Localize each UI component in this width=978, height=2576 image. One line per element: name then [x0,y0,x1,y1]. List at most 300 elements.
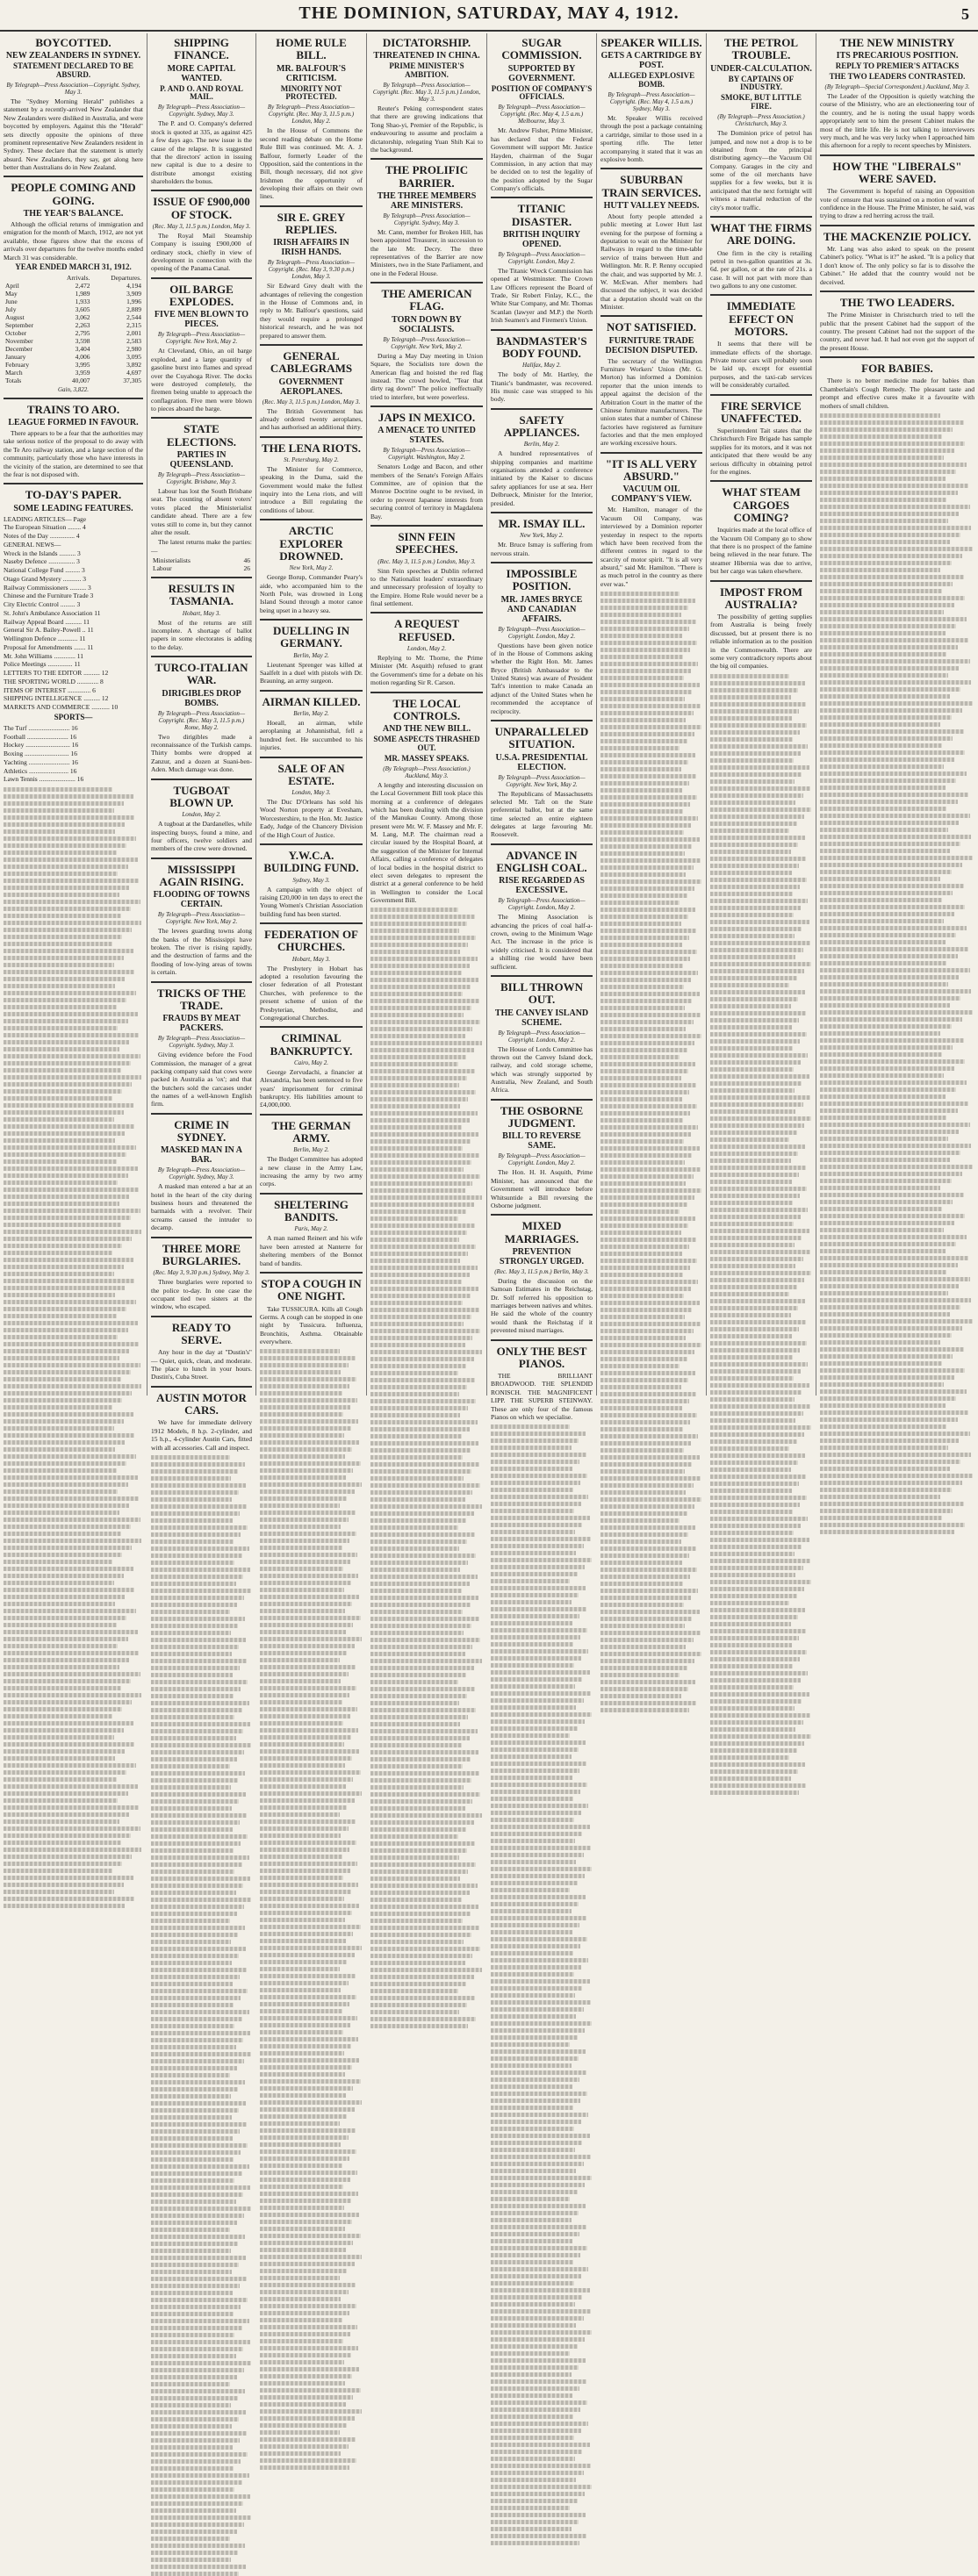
article-headline: OIL BARGE EXPLODES. [169,282,234,309]
article-subhead: MR. JAMES BRYCE AND CANADIAN AFFAIRS. [500,594,583,624]
article [370,405,483,520]
article-body: The "Sydney Morning Herald" publishes a statement by a recently-arrived New Zealander that New Zealanders were disliked in Australia, and were boycotted by employers. Against this the "Herald" sets directly opposite the opinions of three prominent representative New Zealanders resident in Sydney. These declare that the statement is utterly absurd. New Zealanders, they say, get along here better than Australians do in New Zealand. [4,97,143,172]
table-row [4,369,143,377]
table-cell: 3,959 [75,368,90,377]
dateline: (Rec. May 3, 11.5 p.m.) London, May 3. [378,557,476,565]
article-headline: TITANIC DISASTER. [511,202,572,228]
article [151,577,252,651]
article-subhead: MORE CAPITAL WANTED. [167,63,236,83]
article [710,294,812,389]
article-divider [151,857,252,859]
article-body: George Zervudachi, a financier at Alexandria, has been sentenced to five years' imprisonment for criminal bankruptcy. His liabilities amount to £4,000,000. [260,1067,363,1109]
article-body: Sir Edward Grey dealt with the advantages of relieving the congestion in the House of Commons and, in reply to Mr. Balfour's questions, said they would require a prolonged historical research, and he was not prepared to answer them. [260,282,363,340]
dateline: By Telegraph—Press Association—Copyright. Sydney, May 3. [157,1166,246,1181]
dateline: By Telegraph—Press Association—Copyright. (Rec. May 3, 9.30 p.m.) London, May 3. [267,259,356,281]
article-body: The Presbytery in Hobart has adopted a resolution favouring the closer federation of all Protestant Churches, with preference to the present scheme of union of the Presbyterian, Methodist, and Congregational Churches. [260,964,363,1022]
article-headline: THE OSBORNE JUDGMENT. [500,1103,584,1130]
article-body: The Prime Minister in Christchurch tried to tell the public that the present Cabinet had the support of the country. The present Cabinet had not the support of the country, and never had. It had not even got the support of the present House. [820,311,974,352]
article-divider [600,315,702,317]
article-headline: DICTATORSHIP. [382,36,471,49]
dateline: (By Telegraph—Press Association.) Auckland, May 3. [383,764,471,779]
article-body: Mr. Lang was also asked to speak on the present Cabinet's policy. "What is it?" he asked. "It is a policy that I don't know of. The only policy so far is to dissolve the Cabinet." He added that the country would not be deceived. [820,245,974,286]
table-row [4,353,143,361]
article [260,619,363,685]
article-body: There is no better medicine made for babies than Chamberlain's Cough Remedy. The pleasant taste and prompt and effective cures make it a favourite with mothers of small children. [820,377,974,410]
article [491,843,593,971]
article-subhead: LEAGUE FORMED IN FAVOUR. [8,418,139,428]
article [151,981,252,1109]
article-headline: MISSISSIPPI AGAIN RISING. [159,862,244,888]
table-row [4,329,143,337]
article-headline: MR. ISMAY ILL. [498,516,586,530]
article-headline: STOP A COUGH IN ONE NIGHT. [261,1276,362,1303]
table-header-cell [4,274,51,282]
dateline: Berlin, May 2. [293,651,329,659]
dateline: By Telegraph—Press Association—Copyright. London, May 2. [498,625,586,640]
article-subhead: BRITISH INQUIRY OPENED. [502,229,581,249]
article [370,282,483,401]
article-headline: BOYCOTTED. [35,36,111,49]
article [151,1237,252,1311]
article-divider [710,480,812,482]
article [710,37,812,212]
list-item: Mr. John Williams ............. 11 [4,651,83,660]
article-subhead: DIRIGIBLES DROP BOMBS. [162,688,241,708]
article [151,656,252,773]
article-subhead: THE TWO LEADERS CONTRASTED. [829,72,966,82]
list-item: Wreck in the Islands .......... 3 [4,549,81,557]
article-body: The Minister for Commerce, speaking in the Duma, said the Government would make the fullest inquiry into the Lena riots, and will introduce a Bill regulating the conditions of labour. [260,464,363,514]
article-headline: THE LOCAL CONTROLS. [392,696,461,722]
article-body: The Hon. H. H. Asquith, Prime Minister, has announced that the Government will introduce before Whitsuntide a Bill reversing the Osborne judgment. [491,1168,593,1209]
article [151,190,252,272]
article-headline: THE PETROL TROUBLE. [723,36,799,62]
dateline: (Rec. May 3, 11.5 p.m.) Berlin, May 3. [494,1267,589,1275]
article-headline: WHAT THE FIRMS ARE DOING. [710,220,812,248]
article [4,483,143,784]
article-headline: THE AMERICAN FLAG. [381,287,472,313]
article-divider [491,512,593,513]
list-item: MARKETS AND COMMERCE ........... 10 [4,703,119,712]
table-cell: August [5,312,25,321]
article [260,519,363,614]
article-divider [491,1214,593,1216]
table-cell: March [5,368,23,377]
article-headline: CRIME IN SYDNEY. [174,1117,229,1144]
article-body: It seems that there will be immediate effects of the shortage. Private motor cars will probably soon be laid up, except for essential purposes, and the taxi-cab services will be considerably curtailed. [710,340,812,390]
article-headline: DUELLING IN GERMANY. [272,624,350,650]
dateline: By Telegraph—Press Association—Copyright. New York, May 2. [383,335,471,350]
print-texture [820,413,974,1534]
article-divider [151,1237,252,1238]
list-item: LEADING ARTICLES— Page [4,514,87,523]
article-subhead: VACUUM OIL COMPANY'S VIEW. [611,484,692,505]
article-body: A lengthy and interesting discussion on the Local Government Bill took place this morning at a conference of delegates which has been dealing with the division of the Manukau County. Among those present were Mr. W. F. Massey and Mr. F. M. Lang, M.P. The chairman read a circular issued by the Hospital Board, at the suggestion of the Minister for Internal Affairs, calling a conference of delegates of local bodies in the hospital district to elect seven delegates to represent the district at a general conference to be held in Wellington to consider the Local Government Bill. [370,780,483,905]
dateline: By Telegraph—Press Association—Copyright. (Rec. May 4, 1.5 a.m.) Melbourne, May 3. [498,104,586,126]
article-body: The Dominion price of petrol has jumped, and now not a drop is to be obtained from the principal distributing agency—the Vacuum Oil Company. Garages in the city and some of the oil merchants have supplies for a few weeks, but it is anticipated that the next fortnight will witness a material reduction of the city's motor traffic. [710,129,812,212]
article [710,216,812,290]
list-item: Railway Appeal Board .......... 11 [4,617,90,626]
article-body: Sinn Fein speeches at Dublin referred to the Nationalist leaders' extraordinary and unnecessary profession of loyalty to the Empire. Home Rule would never be a final settlement. [370,566,483,608]
article [4,176,143,392]
article-headline: ISSUE OF £900,000 OF STOCK. [153,195,250,221]
article-headline: HOW THE "LIBERALS" WERE SAVED. [832,159,962,185]
article-divider [4,176,143,177]
article-headline: STATE ELECTIONS. [166,422,237,448]
article-subhead: FRAUDS BY MEAT PACKERS. [162,1014,241,1034]
list-item: LETTERS TO THE EDITOR .......... 12 [4,669,109,678]
article [260,1193,363,1267]
article-divider [820,154,974,156]
article-body: Lieutenant Sprenger was killed at Saalfelt in a duel with pistols with Dr. Brauning, an army surgeon. [260,660,363,685]
article-headline: BANDMASTER'S BODY FOUND. [496,334,587,360]
article [491,37,593,192]
article-subhead: BILL TO REVERSE SAME. [502,1131,581,1152]
article-divider [370,525,483,527]
table-cell: 1,933 [75,297,90,305]
article-headline: UNPARALLELED SITUATION. [494,724,589,751]
article-headline: RESULTS IN TASMANIA. [168,582,235,608]
article-divider [151,417,252,419]
article-body: A masked man entered a bar at an hotel in the heart of the city during business hours and threatened the barmaids with a revolver. Their screams caused the intruder to decamp. [151,1182,252,1232]
article [491,1339,593,1422]
dateline: By Telegraph—Press Association—Copyright. New York, May 2. [157,331,246,346]
dateline: By Telegraph—Press Association—Copyright. Brisbane, May 3. [157,471,246,486]
article-divider [260,922,363,924]
table-row [4,361,143,369]
article-body: A tugboat at the Dardanelles, while inspecting buoys, found a mine, and four officers, twelve soldiers and members of the crew were drowned. [151,820,252,853]
article [820,154,974,220]
list-item: Yachting ......................... 16 [4,757,78,766]
article-headline: AIRMAN KILLED. [262,694,361,708]
column-5 [487,33,597,1421]
article-divider [491,1099,593,1101]
article-body: Questions have been given notice of in the House of Commons asking whether the Right Hon. Mr. James Bryce (British Ambassador to the United States) was aware of President Taft's intention to make Canada an adjunct of the United States when he recommended the acceptance of reciprocity. [491,641,593,715]
article-subhead: THE CANVEY ISLAND SCHEME. [494,1008,589,1028]
article-body: Take TUSSICURA. Kills all Cough Germs. A cough can be stopped in one night by Tussicura. Influenza, Bronchitis, Asthma. Obtainable everywhere. [260,1304,363,1346]
article-headline: FEDERATION OF CHURCHES. [263,928,358,954]
article-subhead: RISE REGARDED AS EXCESSIVE. [499,876,585,896]
article-body: A hundred representatives of shipping companies and maritime organisations attended a conference initiated by the Kaiser to discuss safety appliances for use at sea. Herr Delbrueck, Minister for the Interior, presided. [491,449,593,507]
dateline: London, May 3. [291,789,331,797]
article-divider [370,282,483,283]
article [710,394,812,477]
table-cell: 1,996 [126,297,141,305]
article [4,398,143,479]
article [820,225,974,286]
table-row [151,556,252,564]
article-subhead: AND THE NEW BILL. [382,724,471,735]
article-body: The British Government has already ordered twenty aeroplanes, and has authorised an additional thirty. [260,406,363,432]
article-divider [260,1114,363,1116]
article [491,562,593,715]
list-item: General Sir A. Bailey-Powell .. 11 [4,626,94,635]
table-cell: 3,892 [126,360,141,369]
article-body: During the discussion on the Samoan Estimates in the Reichstag, Dr. Solf referred his opposition to marriages between natives and whites. He said the whole of the country would thank the Reichstag if it prevented mixed marriages. [491,1276,593,1335]
article-body: The Budget Committee has adopted a new clause in the Army Law, increasing the army by two army corps. [260,1155,363,1188]
article-divider [491,197,593,198]
article-body: A man named Reinert and his wife have been arrested at Nanterre for sheltering members of the Bonnot band of bandits. [260,1234,363,1267]
article [151,417,252,572]
article-body: Mr. Hamilton, manager of the Vacuum Oil Company, was interviewed by a Dominion reporter yesterday in respect to the reports which have been received from the different centres in regard to the scarcity of motor spirit. "It is all very absurd," said Mr. Hamilton. "There is as much petrol in the country as there ever was." [600,506,702,588]
article-body: Senators Lodge and Bacon, and other members of the Senate's Foreign Affairs Committee, are of opinion that the Monroe Doctrine ought to be revised, in order to prevent Japanese interests from securing control of territory in Magdalena Bay. [370,463,483,520]
article-body: The P. and O. Company's deferred stock is quoted at 335, as against 425 a few days ago. The new issue is the cause of the relapse. It is suggested that the directors' action in issuing new capital is due to a desire to distribute amongst existing shareholders the bonus. [151,119,252,185]
article-body: Most of the returns are still incomplete. A shortage of ballot papers in some electorates is adding to the delay. [151,618,252,651]
article-divider [151,1316,252,1317]
article-headline: SPEAKER WILLIS. [600,36,702,49]
article-headline: READY TO SERVE. [171,1320,232,1346]
table-cell: 2,544 [126,312,141,321]
article-divider [710,394,812,396]
article-subhead: A MENACE TO UNITED STATES. [378,426,476,446]
article-headline: SAFETY APPLIANCES. [503,413,580,439]
article [370,37,483,154]
article-body: In the House of Commons the second reading debate on the Home Rule Bill was continued. Mr. A. J. Balfour, formerly Leader of the Opposition, said the contentions in the Bill, though necessary, did not give Irishmen the opportunity of developing their affairs on their own lines. [260,126,363,201]
table-row [4,321,143,329]
article [820,291,974,352]
column-2 [147,33,256,1452]
article [370,158,483,277]
dateline: By Telegraph—Press Association—Copyright. Washington, May 2. [383,447,471,462]
table-gain: Gain, 3,822. [58,385,89,393]
article-divider [491,1339,593,1341]
article-body: The Royal Mail Steamship Company is issuing £900,000 of ordinary stock, chiefly in view of development in connection with the opening of the Panama Canal. [151,231,252,273]
table-cell: 3,062 [75,312,90,321]
article-body: The possibility of getting supplies from Australia is being freely discussed, but at present there is no reliable information as to the position in the Commonwealth. There are some very contradictory reports about the big oil companies. [710,613,812,671]
column-7 [707,33,816,1396]
article [600,452,702,588]
table-row [4,282,143,290]
dateline: Berlin, May 2. [523,441,560,448]
table-cell: Labour [153,564,172,573]
article-divider [820,356,974,358]
article-divider [370,692,483,693]
article-headline: THE TWO LEADERS. [839,295,955,309]
article-headline: Y.W.C.A. BUILDING FUND. [263,848,359,875]
article-body: Two dirigibles made a reconnaissance of the Turkish camps. Thirty bombs were dropped at Zanzur, and a dozen at Suani-ben-Aden. Much damage was done. [151,732,252,774]
table-cell: 2,889 [126,305,141,313]
list-item: The European Situation ........ 4 [4,523,86,532]
article-divider [151,656,252,657]
result-title: The latest returns make the parties:— [151,538,252,555]
article-headline: THE GERMAN ARMY. [271,1118,351,1145]
article-divider [4,398,143,399]
list-item: Chinese and the Furniture Trade 3 [4,592,94,600]
article-body: Giving evidence before the Food Commission, the manager of a great packing company said that cows were packed in Australia as 'ox'; and that the butchers sold the carcases under the names of a well-known English firm. [151,1051,252,1109]
masthead-title: THE DOMINION, SATURDAY, MAY 4, 1912. [298,4,680,23]
article-subhead: IRISH AFFAIRS IN IRISH HANDS. [273,238,349,258]
article-body: A campaign with the object of raising £20,000 in ten days to erect the Young Women's Christian Association building fund has been started. [260,885,363,918]
article-divider [491,975,593,977]
dateline: New York, May 2. [289,564,334,572]
article-body: One firm in the city is retailing petrol in two-gallon quantities at 3s. 6d. per gallon, or at the rate of 21s. a case. It will not part with more than two gallons to any one customer. [710,248,812,290]
article-divider [820,291,974,292]
dateline: By Telegraph—Press Association—Copyright. London, May 2. [498,1152,586,1167]
table-cell: 4,697 [126,368,141,377]
article-subhead: SOME ASPECTS THRASHED OUT. [373,735,480,752]
article-body: Hoeall, an airman, while aeroplaning at Johannisthal, fell a hundred feet. He succumbed to his injuries. [260,719,363,752]
article-body: The Leader of the Opposition is quietly watching the course of the Ministry, who are an electioneering tour of the country, and he is noting the usual happy words appropriately sent to him the present Cabinet makes the most of the little life. He is not talking to interviewers very much, and he was very lucky when I approached him this afternoon for a reply to recent speeches by Ministers. [820,92,974,150]
list-item: National College Fund ......... 3 [4,566,85,575]
list-item: Police Meetings ............... 11 [4,660,81,669]
article-headline: FIRE SERVICE UNAFFECTED. [720,398,802,425]
article-subhead: SUPPORTED BY GOVERNMENT. [507,63,576,83]
article-divider [600,168,702,169]
article-subhead: SOME LEADING FEATURES. [13,503,133,513]
article-subhead: PARTIES IN QUEENSLAND. [169,450,234,470]
table-row [4,298,143,305]
dateline: Cairo, May 2. [293,1058,329,1066]
article-body: At Cleveland, Ohio, an oil barge exploded, and a large quantity of gasoline burst into flames and spread over the Cuyahoga River. The docks were destroyed completely, the firemen being unable to approach the conflagration. Five men were blown to pieces aboard the barge. [151,347,252,413]
article-subhead: NEW ZEALANDERS IN SYDNEY. [5,51,141,61]
dateline: By Telegraph—Press Association—Copyright. (Rec. May 3, 11.5 p.m.) Rome, May 2. [157,709,246,731]
article-headline: JAPS IN MEXICO. [378,411,476,425]
dateline: (By Telegraph—Special Correspondent.) Auckland, May 3. [824,83,970,91]
dateline: (By Telegraph—Press Association.) Christchurch, May 3. [717,113,805,128]
article-divider [4,483,143,484]
article-headline: NOT SATISFIED. [606,320,697,334]
article-body: The Mining Association is advancing the prices of coal half-a-crown, owing to the Minimum Wage Act. The increase in the price is widely criticised. It is considered that a shilling rise would have been sufficient. [491,913,593,971]
list-item: City Electric Control ......... 3 [4,600,81,609]
print-texture [260,1349,363,2470]
article-headline: "IT IS ALL VERY ABSURD." [605,456,698,484]
dateline: By Telegraph—Press Association—Copyright. (Rec. May 3, 11.5 p.m.) London, May 3. [372,82,481,104]
dateline: London, May 2. [182,811,221,819]
article [710,580,812,671]
table-cell: 2,263 [75,320,90,329]
article [710,480,812,575]
print-texture [710,674,812,1795]
table-row [4,290,143,298]
article-body: Mr. Cann, member for Broken Hill, has been appointed Treasurer, in succession to the late Mr. Decry. The three representatives of the Barrier are now Ministers, two in the State Parliament, and one in the Federal House. [370,227,483,277]
table-cell: 4,006 [75,352,90,361]
table-cell: Totals [5,376,22,384]
article-subhead: GOVERNMENT AEROPLANES. [278,377,344,397]
article-headline: THE NEW MINISTRY [839,36,955,49]
article-headline: TO-DAY'S PAPER. [25,488,122,502]
list-item: Naseby Defence ................ 3 [4,557,80,566]
article-subhead: GETS A CARTRIDGE BY POST. [600,51,702,71]
article-divider [151,779,252,780]
article-divider [491,843,593,845]
table-cell: April [5,281,19,290]
dateline: Halifax, May 2. [522,362,561,370]
article [260,436,363,515]
article-body: About forty people attended a public meeting at Lower Hutt last evening for the purpose of forming a deputation to wait on the Minister for Railways in regard to the time-table service of trains between Hutt and Wellington. Mr. R. P. Renny occupied the chair, and was supported by Mr. J. W. McEwan. After members had discussed the subject, it was decided that a deputation should wait on the Minister. [600,212,702,312]
article-headline: IMPOST FROM AUSTRALIA? [719,585,802,611]
article [4,37,143,171]
print-texture [151,1455,252,2576]
article [491,197,593,324]
article [151,37,252,185]
article [151,779,252,853]
list-item: Hockey ........................... 16 [4,741,79,750]
list-item: Railway Commissioners .......... 3 [4,583,91,592]
table-cell: February [5,360,30,369]
article-divider [260,519,363,520]
list-item: Otago Grand Mystery ........... 3 [4,574,86,583]
table-row [4,305,143,313]
article-body: The secretary of the Wellington Furniture Workers' Union (Mr. G. Morton) has informed a Dominion reporter that the union intends to appeal against the decision of the Arbitration Court in the matter of the Chinese furniture manufacturers. The union states that a number of Chinese factories have registered as furniture factories and that the men employed are working excessive hours. [600,356,702,448]
print-texture [491,1424,593,2545]
article-divider [491,562,593,563]
table-cell: 2,980 [126,344,141,353]
table-cell: September [5,320,34,329]
dateline: Paris, May 2. [294,1225,328,1233]
article-headline: SINN FEIN SPEECHES. [395,529,458,556]
list-item: SHIPPING INTELLIGENCE .......... 12 [4,694,109,703]
article-body: Three burglaries were reported to the police to-day. In one case the occupant tied two sisters at the window, who escaped. [151,1278,252,1311]
article-headline: ONLY THE BEST PIANOS. [496,1344,587,1370]
list-item: Football ......................... 16 [4,732,77,741]
article-body: Mr. Andrew Fisher, Prime Minister, has declared that the Federal Government will support Mr. Justice Hayden, chairman of the Sugar Commission, in any action that may be decided on to test the legality of the position adopted by the Sugar Company's officials. [491,126,593,192]
article-subhead: PREVENTION STRONGLY URGED. [500,1246,584,1266]
page-number: 5 [961,5,969,23]
article-divider [260,1193,363,1195]
dateline: Berlin, May 2. [293,710,329,718]
article-divider [710,216,812,218]
article [600,37,702,163]
article-body: The Duc D'Orleans has sold his Wood Norton property at Evesham, Worcestershire, to the Hon. Mr. Justice Eady, Judge of the Chancery Division of the High Court of Justice. [260,798,363,839]
article [600,168,702,311]
article-headline: TURCO-ITALIAN WAR. [155,661,248,687]
article-divider [600,452,702,454]
list-item: Athletics ........................ 16 [4,766,77,775]
article-body: The Titanic Wreck Commission has opened at Westminster. The Crown Law Officers represent the Board of Trade, Sir Robert Finlay, K.C., the White Star Company, and Mr. Thomas Scanlan (lawyer and M.P.) the North Irish Seamen's and Firemen's Union. [491,266,593,325]
article-headline: TRAINS TO ARO. [26,402,120,416]
dateline: By Telegraph—Press Association—Copyright. London, May 2. [498,1029,586,1044]
article-body: The levees guarding towns along the banks of the Mississippi have broken. The river is rising rapidly, and the destruction of farms and the flooding of low-lying areas of towns is certain. [151,927,252,977]
article-body: During a May Day meeting in Union Square, the Socialists tore down the American flag and hoisted the red flag instead. The crowd howled, "Tear that dirty rag down!" The police ineffectually tried to interfere, but were powerless. [370,351,483,401]
article-divider [370,158,483,160]
article-subhead: PRIME MINISTER'S AMBITION. [389,61,464,80]
article-subhead: MASKED MAN IN A BAR. [160,1145,243,1166]
article [820,37,974,150]
article-body: Mr. Speaker Willis received through the post a package containing a cartridge, similar to those used in a sporting rifle. The letter accompanying it stated that it was an explosive bomb. [600,114,702,163]
article-subhead: THREATENED IN CHINA. [373,51,480,61]
table-cell: June [5,297,18,305]
dateline: By Telegraph—Press Association—Copyright. New York, May 2. [157,911,246,926]
article-body: Any hour in the day at "Dustin's" — Quiet, quick, clean, and moderate. The place to lunch in your hours. Dustin's, Cuba Street. [151,1348,252,1381]
article-headline: SHELTERING BANDITS. [274,1197,349,1224]
article-subhead: UNDER-CALCULATION. [710,63,812,74]
column-1 [0,33,147,1396]
article-divider [151,577,252,578]
dateline: By Telegraph—Press Association—Copyright. Sydney, May 3. [6,82,140,97]
article [491,329,593,404]
article-subhead: MR. BALFOUR'S CRITICISM. [277,63,346,83]
dateline: By Telegraph—Press Association—Copyright. London, May 2. [498,250,586,265]
table-total-row [4,377,143,384]
article-subhead: TORN DOWN BY SOCIALISTS. [392,314,462,334]
article-body: George Borup, Commander Peary's aide, who accompanied him to the North Pole, was drowned in Long Island Sound through a motor canoe being upset in a heavy sea. [260,573,363,614]
dateline: Hobart, May 3. [291,955,331,963]
dateline: By Telegraph—Press Association—Copyright. Sydney, May 3. [383,212,471,226]
table-cell: December [5,344,32,353]
article [491,408,593,507]
table-cell: 40,007 [71,376,90,384]
table-cell: January [5,352,26,361]
article-headline: ARCTIC EXPLORER DROWNED. [279,524,343,563]
article-subhead: P. AND O. AND ROYAL MAIL. [160,83,243,102]
article-headline: THREE MORE BURGLARIES. [162,1241,241,1267]
article [370,612,483,686]
article-body: The House of Lords Committee has thrown out the Canvey Island dock, railway, and cold storage scheme, which was strongly supported by Australia, New Zealand, and South Africa. [491,1044,593,1094]
list-item: Lawn Tennis ...................... 16 [4,775,84,784]
article-headline: CRIMINAL BANKRUPTCY. [270,1031,353,1058]
table-cell: May [5,289,18,298]
article-headline: FOR BABIES. [861,362,933,376]
